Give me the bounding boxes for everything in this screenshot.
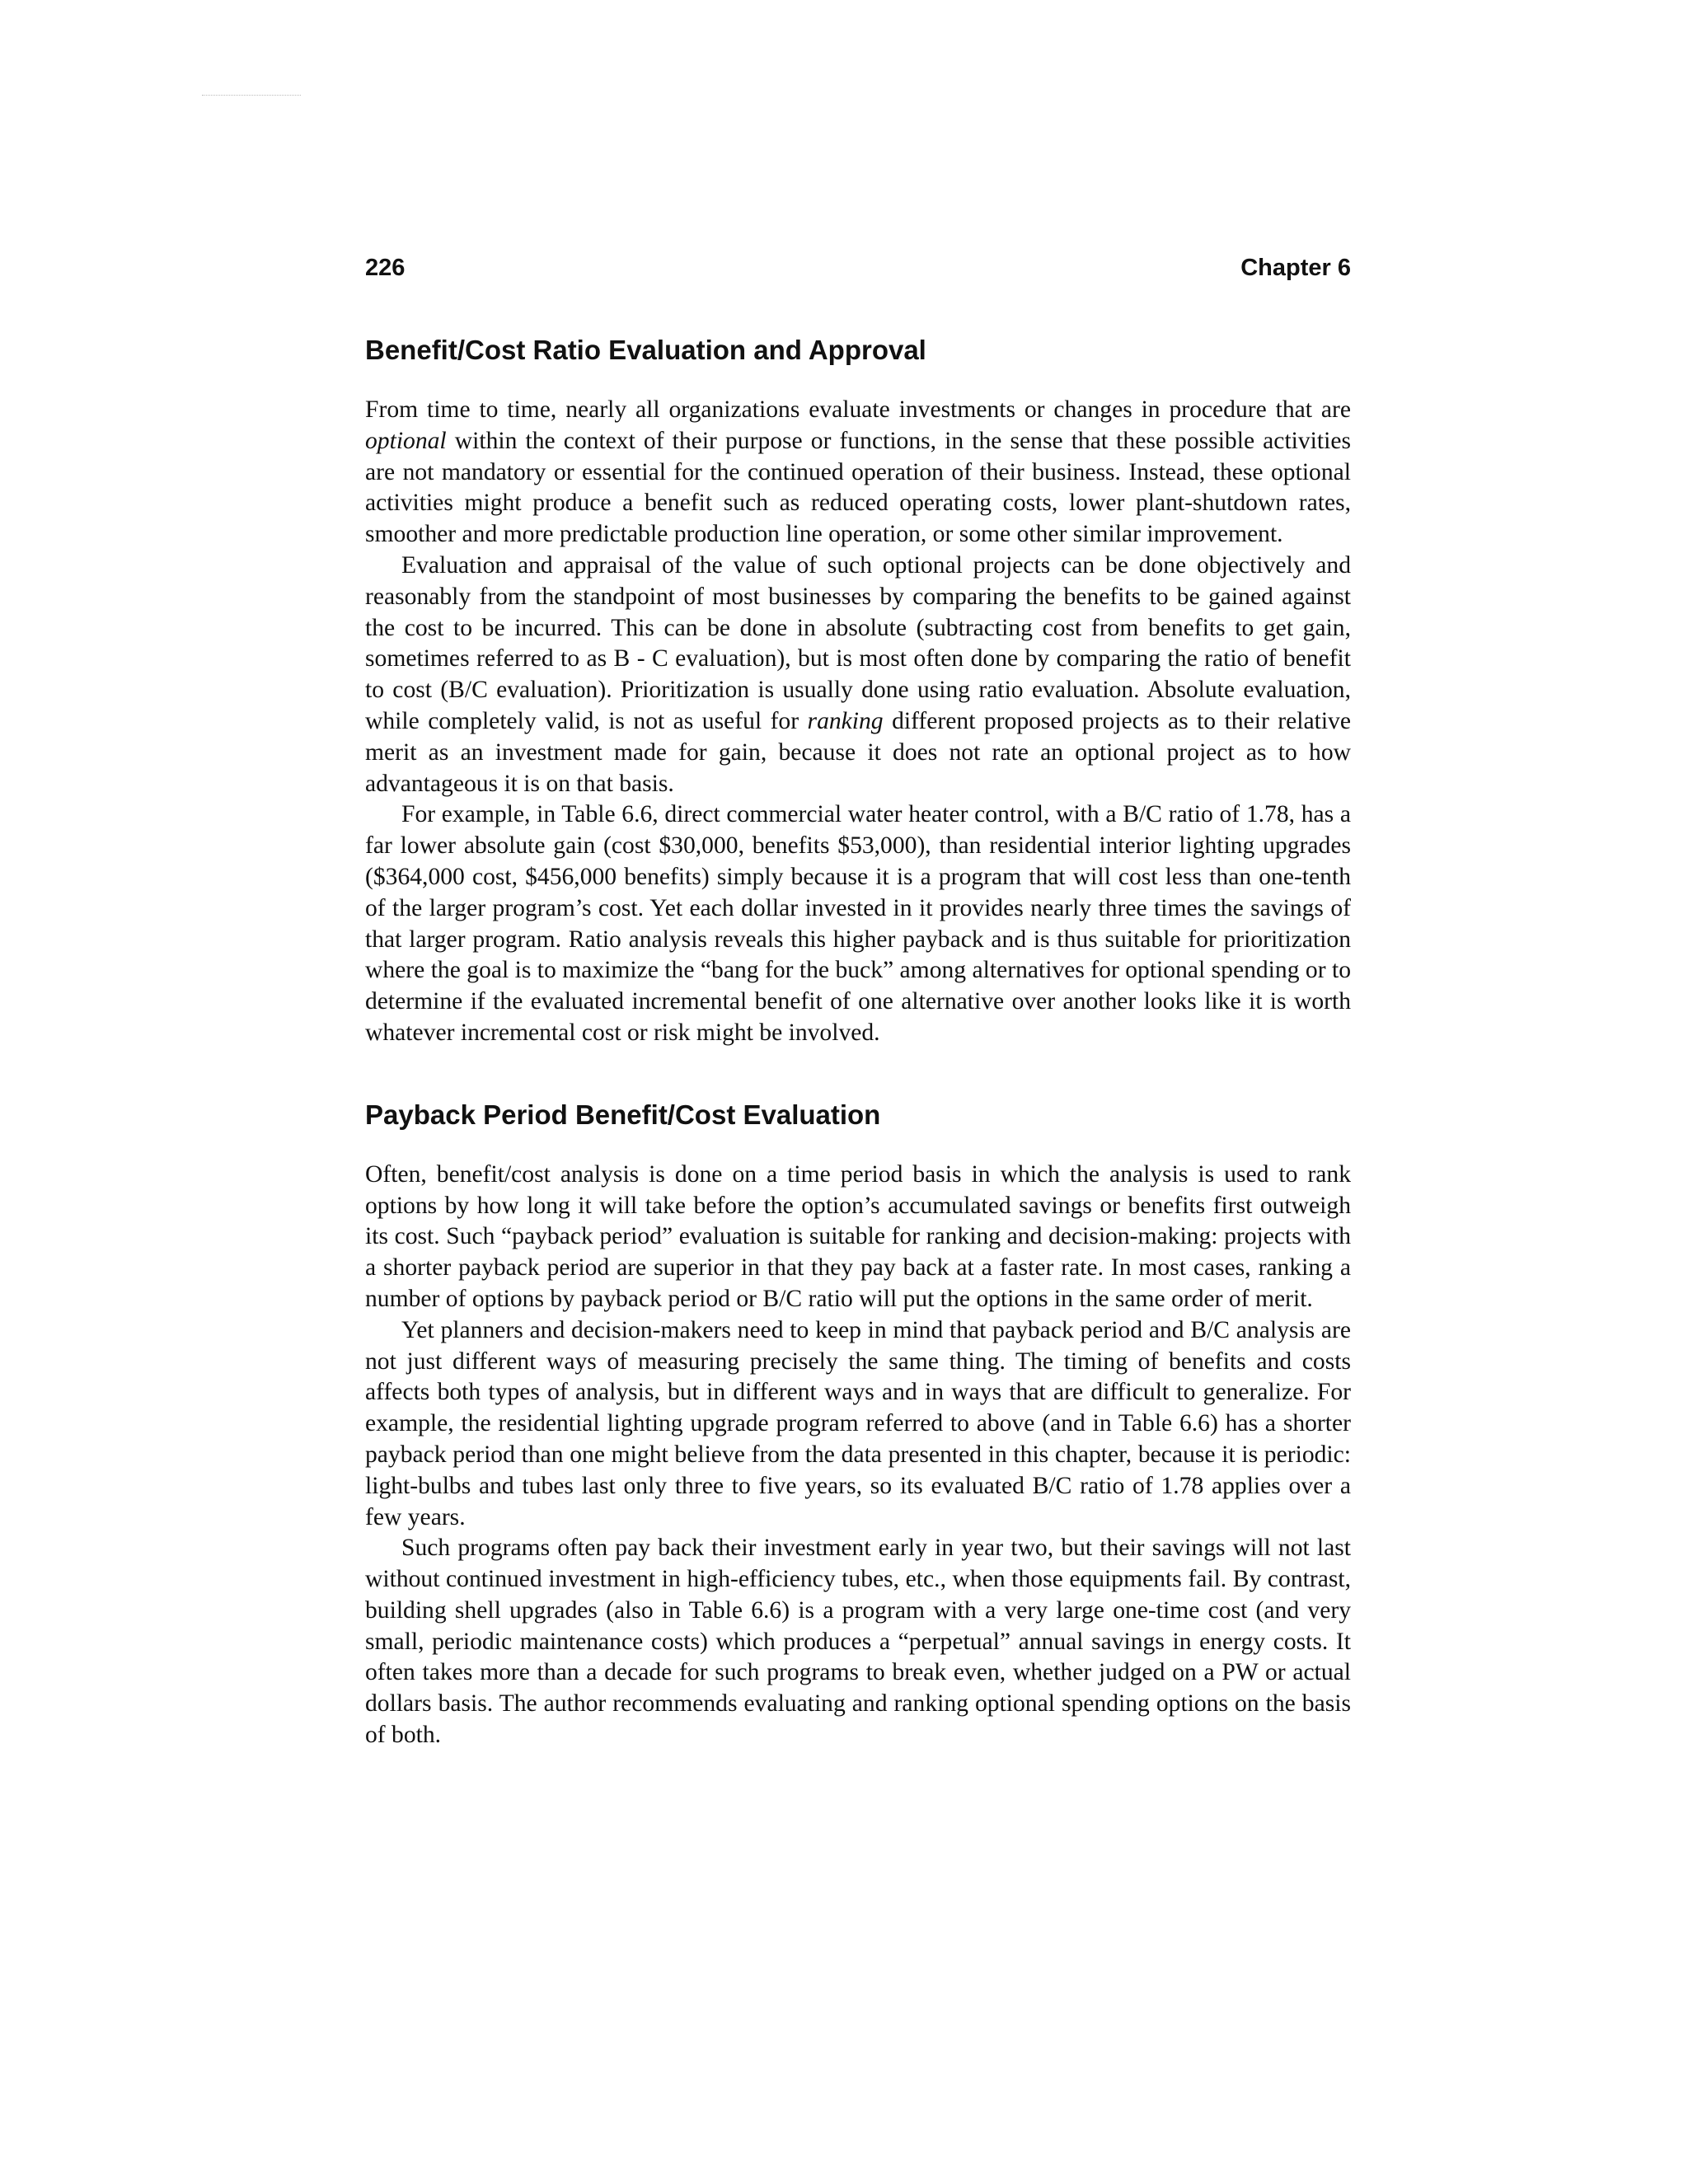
chapter-label: Chapter 6 <box>1240 255 1351 281</box>
scan-artifact <box>202 95 301 96</box>
paragraph: Often, benefit/cost analysis is done on a time period basis in which the analysis is used to rank options by how long it will take before the option’s accumulated savings or benefits first outweigh its cost. Such “payback period” evaluation is suitable for ranking and decision-making: projects with a shorter payback period are superior in that they pay back at a faster rate. In most cases, ranking a number of options by payback period or B/C ratio will put the options in the same order of merit. <box>365 1160 1351 1312</box>
running-header <box>365 251 1351 293</box>
paragraph: Such programs often pay back their investment early in year two, but their savings will not last without continued investment in high-efficiency tubes, etc., when those equipments fail. By contrast, building shell upgrades (also in Table 6.6) is a program with a very large one-time cost (and very small, periodic maintenance costs) which produces a “perpetual” annual savings in energy costs. It often takes more than a decade for such programs to break even, whether judged on a PW or actual dollars basis. The author recommends evaluating and ranking optional spending options on the basis of both. <box>365 1535 1351 1749</box>
paragraph: Yet planners and decision-makers need to keep in mind that payback period and B/C analysis are not just different ways of measuring precisely the same thing. The timing of benefits and costs affects both types of analysis, but in different ways and in ways that are difficult to generalize. For example, the residential lighting upgrade program referred to above (and in Table 6.6) has a shorter payback period than one might believe from the data presented in this chapter, because it is periodic: light-bulbs and tubes last only three to five years, so its evaluated B/C ratio of 1.78 applies over a few years. <box>365 1316 1351 1530</box>
page-body <box>365 332 1351 1751</box>
section-heading-bc-ratio: Benefit/Cost Ratio Evaluation and Approval <box>365 335 926 365</box>
section-heading-payback: Payback Period Benefit/Cost Evaluation <box>365 1099 881 1130</box>
page-number: 226 <box>365 255 406 281</box>
paragraph: From time to time, nearly all organizations evaluate investments or changes in procedure that are optional within the context of their purpose or functions, in the sense that these possible activities are not mandatory or essential for the continued operation of their business. Instead, these optional activities might produce a benefit such as reduced operating costs, lower plant-shutdown rates, smoother and more predictable production line operation, or some other similar improvement. <box>365 396 1351 548</box>
emphasis-text: ranking <box>807 707 884 734</box>
emphasis-text: optional <box>365 427 447 454</box>
paragraph: Evaluation and appraisal of the value of such optional projects can be done objectively and reasonably from the standpoint of most businesses by comparing the benefits to be gained against the cost to be incurred. This can be done in absolute (subtracting cost from benefits to get gain, sometimes referred to as B - C evaluation), but is most often done by comparing the ratio of benefit to cost (B/C evaluation). Prioritization is usually done using ratio evaluation. Absolute evaluation, while completely valid, is not as useful for ranking different proposed projects as to their relative merit as an investment made for gain, because it does not rate an optional project as to how advantageous it is on that basis. <box>365 551 1351 797</box>
paragraph: For example, in Table 6.6, direct commercial water heater control, with a B/C ratio of 1.78, has a far lower absolute gain (cost $30,000, benefits $53,000), than residential interior lighting upgrades ($364,000 cost, $456,000 benefits) simply because it is a program that will cost less than one-tenth of the larger program’s cost. Yet each dollar invested in it provides nearly three times the savings of that larger program. Ratio analysis reveals this higher payback and is thus suitable for prioritization where the goal is to maximize the “bang for the buck” among alternatives for optional spending or to determine if the evaluated incremental benefit of one alternative over another looks like it is worth whatever incremental cost or risk might be involved. <box>365 801 1351 1046</box>
